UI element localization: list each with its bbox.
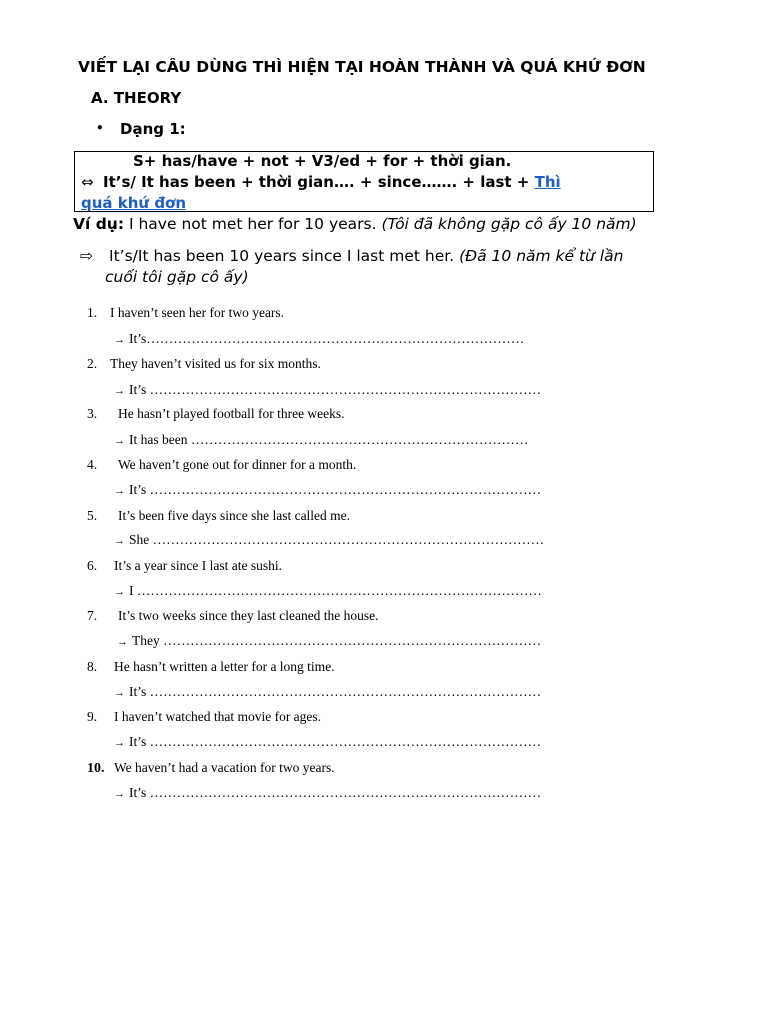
exercise-number: 8. — [87, 659, 98, 674]
example-rewrite-translation-1: (Đã 10 năm kể từ lần — [459, 247, 624, 265]
answer-blank[interactable]: It’s …………………………………………………………………………… — [129, 382, 542, 397]
formula-line-2-text: It’s/ It has been + thời gian…. + since……. + last + — [103, 173, 530, 191]
formula-box — [74, 151, 654, 212]
form-heading — [96, 120, 186, 138]
exercise-number: 2. — [87, 356, 98, 371]
right-arrow-icon: → — [114, 385, 125, 397]
exercise-text: We haven’t had a vacation for two years. — [114, 760, 335, 775]
exercise-number: 4. — [87, 457, 98, 472]
past-simple-link[interactable]: Thì — [534, 173, 561, 191]
answer-blank[interactable]: She …………………………………………………………………………… — [129, 532, 545, 547]
exercise-number: 5. — [87, 508, 98, 523]
section-heading: A. THEORY — [91, 89, 182, 107]
right-arrow-icon: → — [114, 435, 125, 447]
right-arrow-icon: → — [114, 737, 125, 749]
example-line — [73, 215, 637, 233]
example-sentence: I have not met her for 10 years. — [128, 215, 377, 233]
exercise-answer — [114, 482, 541, 498]
exercise-question — [87, 608, 379, 624]
exercise-text: They haven’t visited us for six months. — [110, 356, 321, 371]
exercise-question — [87, 709, 321, 725]
exercise-number: 6. — [87, 558, 98, 573]
example-rewrite-line-1 — [80, 246, 680, 267]
exercise-answer — [117, 633, 541, 649]
exercise-text: He hasn’t played football for three weeks. — [118, 406, 345, 421]
exercise-text: It’s been five days since she last called me. — [118, 508, 351, 523]
exercise-number: 1. — [87, 305, 98, 320]
right-arrow-icon: ⇨ — [80, 247, 93, 265]
answer-blank[interactable]: I ……………………………………………………………………………… — [129, 583, 542, 598]
answer-blank[interactable]: It’s …………………………………………………………………………… — [129, 734, 542, 749]
exercise-question — [87, 305, 284, 321]
exercise-answer — [114, 532, 544, 548]
exercise-answer — [114, 583, 542, 599]
page-title: VIẾT LẠI CÂU DÙNG THÌ HIỆN TẠI HOÀN THÀNH VÀ QUÁ KHỨ ĐƠN — [78, 58, 646, 76]
exercise-question — [87, 558, 282, 574]
answer-blank[interactable]: It’s …………………………………………………………………………… — [129, 785, 542, 800]
exercise-question — [87, 356, 321, 372]
example-label: Ví dụ: — [73, 215, 125, 233]
example-rewrite — [80, 246, 680, 288]
exercise-answer — [114, 331, 524, 347]
bullet-icon: • — [96, 121, 104, 135]
right-arrow-icon: → — [114, 687, 125, 699]
exercise-text: We haven’t gone out for dinner for a month. — [118, 457, 357, 472]
right-arrow-icon: → — [114, 586, 125, 598]
exercise-answer — [114, 734, 541, 750]
exercise-answer — [114, 432, 528, 448]
right-arrow-icon: → — [114, 485, 125, 497]
exercise-text: I haven’t watched that movie for ages. — [114, 709, 322, 724]
exercise-question — [87, 508, 350, 524]
exercise-question — [87, 760, 335, 777]
answer-blank[interactable]: It’s …………………………………………………………………………… — [129, 684, 542, 699]
exercise-question — [87, 457, 356, 473]
formula-line-1: S+ has/have + not + V3/ed + for + thời gian. — [133, 152, 512, 170]
exercise-answer — [114, 382, 541, 398]
past-simple-link-continued[interactable]: quá khứ đơn — [81, 194, 187, 212]
example-rewrite-sentence: It’s/It has been 10 years since I last met her. — [109, 247, 455, 265]
exercise-text: It’s a year since I last ate sushi. — [114, 558, 282, 573]
right-arrow-icon: → — [117, 636, 128, 648]
exercise-number: 10. — [87, 761, 105, 776]
exercise-text: He hasn’t written a letter for a long time. — [114, 659, 335, 674]
exercise-answer — [114, 684, 541, 700]
exercise-number: 3. — [87, 406, 98, 421]
exercise-answer — [114, 785, 541, 801]
right-arrow-icon: → — [114, 535, 125, 547]
answer-blank[interactable]: They ………………………………………………………………………… — [132, 633, 542, 648]
form-label: Dạng 1: — [120, 120, 186, 138]
example-rewrite-translation-2: cuối tôi gặp cô ấy) — [105, 268, 249, 286]
exercise-number: 9. — [87, 709, 98, 724]
exercise-question — [87, 406, 345, 422]
exercise-text: I haven’t seen her for two years. — [110, 305, 285, 320]
formula-line-2 — [81, 173, 561, 191]
exercise-number: 7. — [87, 608, 98, 623]
exercise-text: It’s two weeks since they last cleaned the house. — [118, 608, 379, 623]
equivalence-arrow-icon: ⇔ — [81, 173, 94, 191]
right-arrow-icon: → — [114, 334, 125, 346]
right-arrow-icon: → — [114, 788, 125, 800]
formula-line-3 — [81, 194, 186, 212]
answer-blank[interactable]: It has been ………………………………………………………………… — [129, 432, 529, 447]
answer-blank[interactable]: It’s………………………………………………………………………… — [129, 331, 525, 346]
exercise-question — [87, 659, 335, 675]
example-translation: (Tôi đã không gặp cô ấy 10 năm) — [381, 215, 637, 233]
answer-blank[interactable]: It’s …………………………………………………………………………… — [129, 482, 542, 497]
